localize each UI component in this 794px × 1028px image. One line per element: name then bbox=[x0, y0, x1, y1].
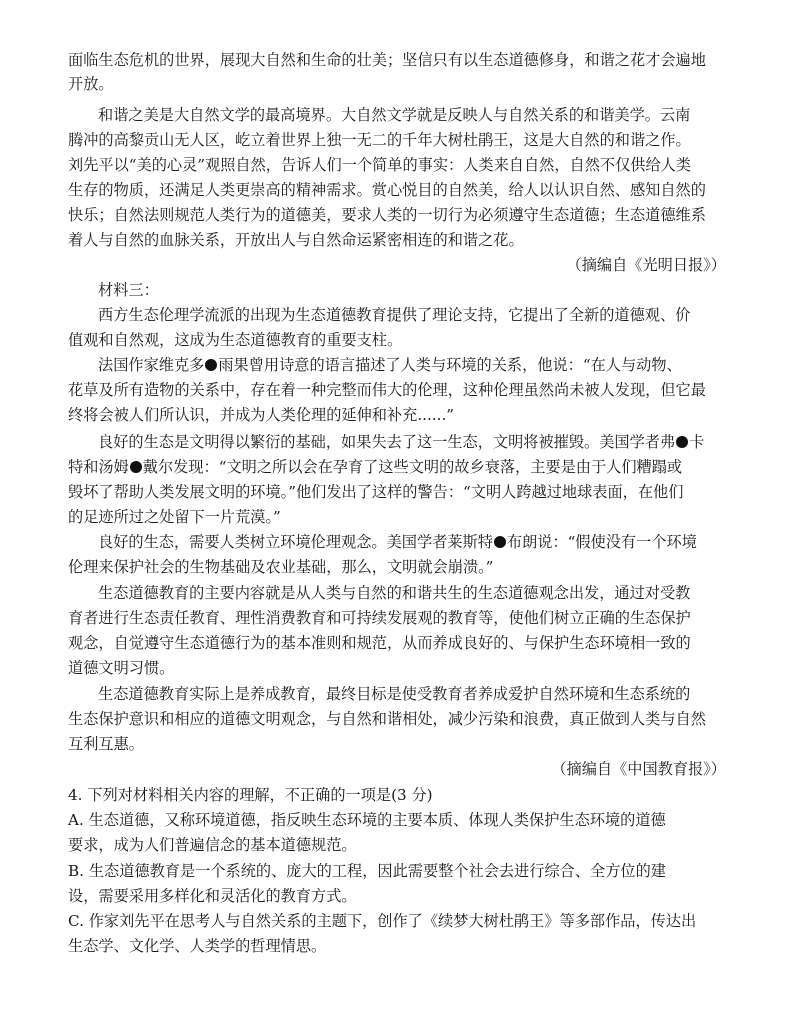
text-line: 开放。 bbox=[68, 75, 114, 93]
source-citation: （摘编自《中国教育报》） bbox=[551, 760, 726, 778]
text-line: 的足迹所过之处留下一片荒漠。” bbox=[68, 508, 281, 526]
option-b: B. 生态道德教育是一个系统的、庞大的工程，因此需要整个社会去进行综合、全方位的建 bbox=[68, 862, 666, 880]
option-a-cont: 要求，成为人们普遍信念的基本道德规范。 bbox=[68, 836, 357, 854]
text-line: 面临生态危机的世界，展现大自然和生命的壮美；坚信只有以生态道德修身，和谐之花才会遍地 bbox=[68, 51, 706, 69]
text-line: 和谐之美是大自然文学的最高境界。大自然文学就是反映人与自然关系的和谐美学。云南 bbox=[98, 106, 691, 124]
option-a: A. 生态道德，又称环境道德，指反映生态环境的主要本质、体现人类保护生态环境的道德 bbox=[68, 811, 666, 829]
text-line: 花草及所有造物的关系中，存在着一种完整而伟大的伦理，这种伦理虽然尚未被人发现，但它最 bbox=[68, 381, 706, 399]
text-line: 快乐；自然法则规范人类行为的道德美，要求人类的一切行为必须遵守生态道德；生态道德维系 bbox=[68, 206, 706, 224]
name-separator-dot bbox=[205, 359, 217, 371]
text-line: 生态保护意识和相应的道德文明观念，与自然和谐相处，减少污染和浪费，真正做到人类与自然 bbox=[68, 710, 706, 728]
text-line: 终将会被人们所认识，并成为人类伦理的延伸和补充......” bbox=[68, 406, 455, 424]
text-line: 伦理来保护社会的生物基础及农业基础，那么，文明就会崩溃。” bbox=[68, 558, 494, 576]
text-line: 值观和自然观，这成为生态道德教育的重要支柱。 bbox=[68, 331, 403, 349]
text-line: 刘先平以“美的心灵”观照自然，告诉人们一个简单的事实：人类来自自然，自然不仅供给人类 bbox=[68, 156, 692, 174]
option-c: C. 作家刘先平在思考人与自然关系的主题下，创作了《续梦大树杜鹃王》等多部作品，传达出 bbox=[68, 912, 697, 930]
option-c-cont: 生态学、文化学、人类学的哲理情思。 bbox=[68, 937, 327, 955]
name-separator-dot bbox=[676, 436, 688, 448]
source-citation: （摘编自《光明日报》） bbox=[566, 256, 726, 274]
text-segment: 卡 bbox=[689, 433, 705, 451]
text-line: 生态道德教育的主要内容就是从人类与自然的和谐共生的生态道德观念出发，通过对受教 bbox=[98, 584, 691, 602]
text-segment: 布朗说：“假使没有一个环境 bbox=[506, 533, 697, 551]
text-segment: 法国作家维克多 bbox=[98, 356, 205, 374]
text-line bbox=[98, 532, 697, 552]
text-line: 道德文明习惯。 bbox=[68, 659, 175, 677]
text-line bbox=[68, 457, 682, 477]
text-line: 生存的物质，还满足人类更崇高的精神需求。赏心悦目的自然美，给人以认识自然、感知自然的 bbox=[68, 181, 706, 199]
text-segment: 特和汤姆 bbox=[68, 458, 129, 476]
text-line: 观念，自觉遵守生态道德行为的基本准则和规范，从而养成良好的、与保护生态环境相一致的 bbox=[68, 634, 691, 652]
question-stem: 4. 下列对材料相关内容的理解，不正确的一项是(3 分) bbox=[68, 786, 433, 804]
option-b-cont: 设，需要采用多样化和灵活化的教育方式。 bbox=[68, 887, 357, 905]
text-line: 生态道德教育实际上是养成教育，最终目标是使受教育者养成爱护自然环境和生态系统的 bbox=[98, 685, 691, 703]
name-separator-dot bbox=[130, 461, 142, 473]
text-line bbox=[98, 432, 704, 452]
text-line: 着人与自然的血脉关系，开放出人与自然命运紧密相连的和谐之花。 bbox=[68, 231, 524, 249]
text-line bbox=[98, 355, 682, 375]
text-line: 西方生态伦理学流派的出现为生态道德教育提供了理论支持，它提出了全新的道德观、价 bbox=[98, 306, 691, 324]
text-segment: 良好的生态是文明得以繁衍的基础，如果失去了这一生态，文明将被摧毁。美国学者弗 bbox=[98, 433, 676, 451]
name-separator-dot bbox=[494, 536, 506, 548]
text-line: 互利互惠。 bbox=[68, 735, 144, 753]
text-line: 腾冲的高黎贡山无人区，屹立着世界上独一无二的千年大树杜鹃王，这是大自然的和谐之作。 bbox=[68, 131, 691, 149]
text-segment: 良好的生态，需要人类树立环境伦理观念。美国学者莱斯特 bbox=[98, 533, 493, 551]
section-heading: 材料三： bbox=[98, 281, 159, 299]
text-segment: 雨果曾用诗意的语言描述了人类与环境的关系，他说：“在人与动物、 bbox=[218, 356, 682, 374]
text-segment: 戴尔发现：“文明之所以会在孕育了这些文明的故乡衰落，主要是由于人们糟蹋或 bbox=[142, 458, 683, 476]
text-line: 育者进行生态责任教育、理性消费教育和可持续发展观的教育等，使他们树立正确的生态保护 bbox=[68, 609, 691, 627]
text-line: 毁坏了帮助人类发展文明的环境。”他们发出了这样的警告：“文明人跨越过地球表面，在他们 bbox=[68, 483, 684, 501]
